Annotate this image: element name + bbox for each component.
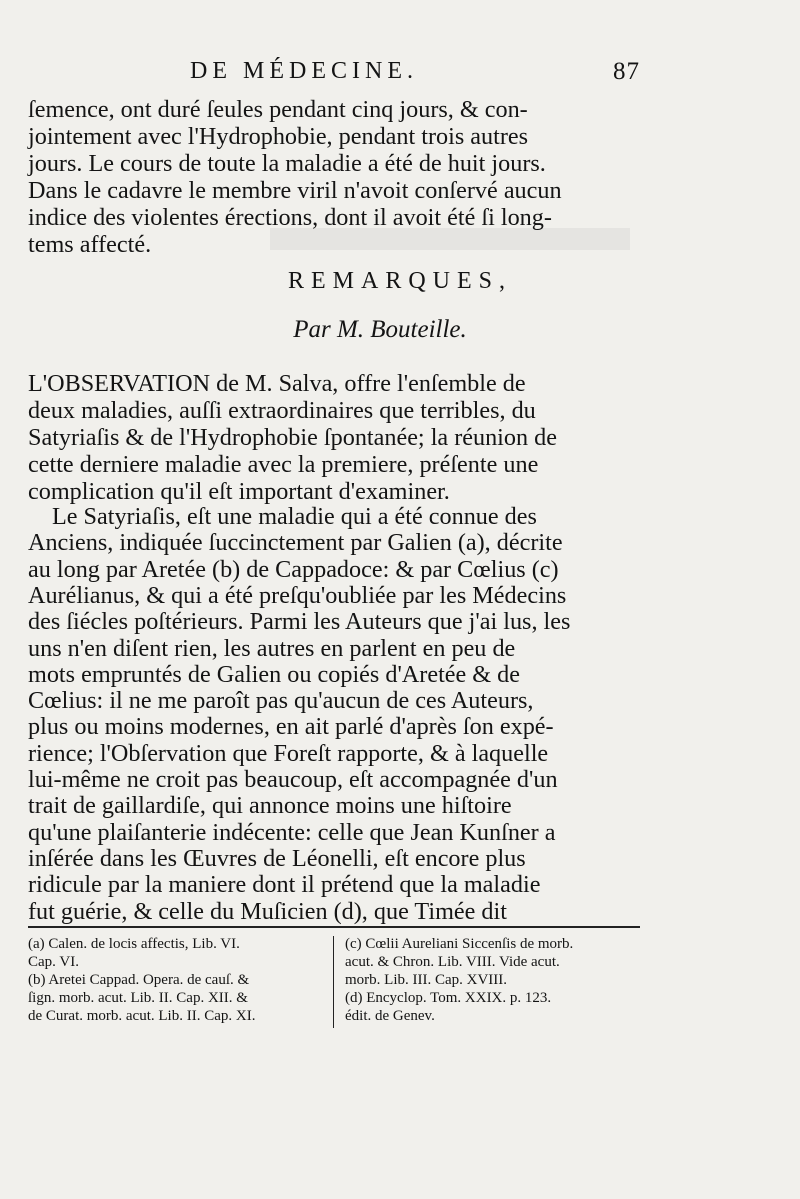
text-line: deux maladies, auſſi extraordinaires que terribles, du xyxy=(28,397,536,424)
text-line: fut guérie, & celle du Muſicien (d), que Timée dit xyxy=(28,897,507,925)
section-heading: REMARQUES, xyxy=(287,268,513,294)
footnote-line: Cap. VI. xyxy=(28,954,79,970)
text-line: trait de gaillardiſe, qui annonce moins une hiſtoire xyxy=(28,792,512,820)
text-line: Le Satyriaſis, eſt une maladie qui a été connue des xyxy=(52,503,537,530)
footnote-line: (d) Encyclop. Tom. XXIX. p. 123. xyxy=(345,990,552,1006)
text-line: lui-même ne croit pas beaucoup, eſt accompagnée d'un xyxy=(28,766,558,793)
footnote-line: (a) Calen. de locis affectis, Lib. VI. xyxy=(28,936,240,952)
text-line: inſérée dans les Œuvres de Léonelli, eſt encore plus xyxy=(28,844,526,872)
text-line: au long par Aretée (b) de Cappadoce: & par Cœlius (c) xyxy=(28,555,559,583)
text-line: mots empruntés de Galien ou copiés d'Aretée & de xyxy=(28,660,520,688)
text-line: cette derniere maladie avec la premiere, préſente une xyxy=(28,451,539,478)
footnote-line: (b) Aretei Cappad. Opera. de cauſ. & xyxy=(28,972,250,988)
text-line: jointement avec l'Hydrophobie, pendant trois autres xyxy=(28,123,529,150)
page-number: 87 xyxy=(613,58,640,85)
footnote-line: acut. & Chron. Lib. VIII. Vide acut. xyxy=(345,954,560,970)
text-line: ſemence, ont duré ſeules pendant cinq jours, & con- xyxy=(28,96,528,123)
text-line: qu'une plaiſanterie indécente: celle que Jean Kunſner a xyxy=(28,818,556,846)
text-line: indice des violentes érections, dont il avoit été ſi long- xyxy=(28,204,552,231)
page-header xyxy=(190,58,640,92)
footnote-line: ſign. morb. acut. Lib. II. Cap. XII. & xyxy=(28,990,248,1006)
text-line: L'OBSERVATION de M. Salva, offre l'enſemble de xyxy=(28,370,526,397)
text-line: uns n'en diſent rien, les autres en parlent en peu de xyxy=(28,634,516,662)
footnote-column-divider xyxy=(333,936,334,1028)
text-line: jours. Le cours de toute la maladie a été de huit jours. xyxy=(28,150,546,177)
running-title: DE MÉDECINE. xyxy=(190,58,418,84)
footnote-line: de Curat. morb. acut. Lib. II. Cap. XI. xyxy=(28,1008,256,1024)
text-line: complication qu'il eſt important d'examiner. xyxy=(28,478,450,505)
footnote-rule xyxy=(28,926,640,928)
text-line: des ſiécles poſtérieurs. Parmi les Auteurs que j'ai lus, les xyxy=(28,608,571,636)
footnote-line: (c) Cœlii Aureliani Siccenſis de morb. xyxy=(345,936,574,952)
text-line: Cœlius: il ne me paroît pas qu'aucun de ces Auteurs, xyxy=(28,687,534,715)
text-line: tems affecté. xyxy=(28,231,152,258)
text-line: Aurélianus, & qui a été preſqu'oubliée par les Médecins xyxy=(28,581,567,609)
footnote-line: édit. de Genev. xyxy=(345,1008,435,1024)
text-line: plus ou moins modernes, en ait parlé d'après ſon expé- xyxy=(28,713,554,741)
author-byline: Par M. Bouteille. xyxy=(293,316,467,343)
footnote-line: morb. Lib. III. Cap. XVIII. xyxy=(345,972,508,988)
text-line: Dans le cadavre le membre viril n'avoit conſervé aucun xyxy=(28,177,562,204)
text-line: ridicule par la maniere dont il prétend que la maladie xyxy=(28,871,541,899)
text-line: Satyriaſis & de l'Hydrophobie ſpontanée; la réunion de xyxy=(28,424,557,451)
text-line: Anciens, indiquée ſuccinctement par Galien (a), décrite xyxy=(28,529,563,557)
text-line: rience; l'Obſervation que Foreſt rapporte, & à laquelle xyxy=(28,739,549,767)
